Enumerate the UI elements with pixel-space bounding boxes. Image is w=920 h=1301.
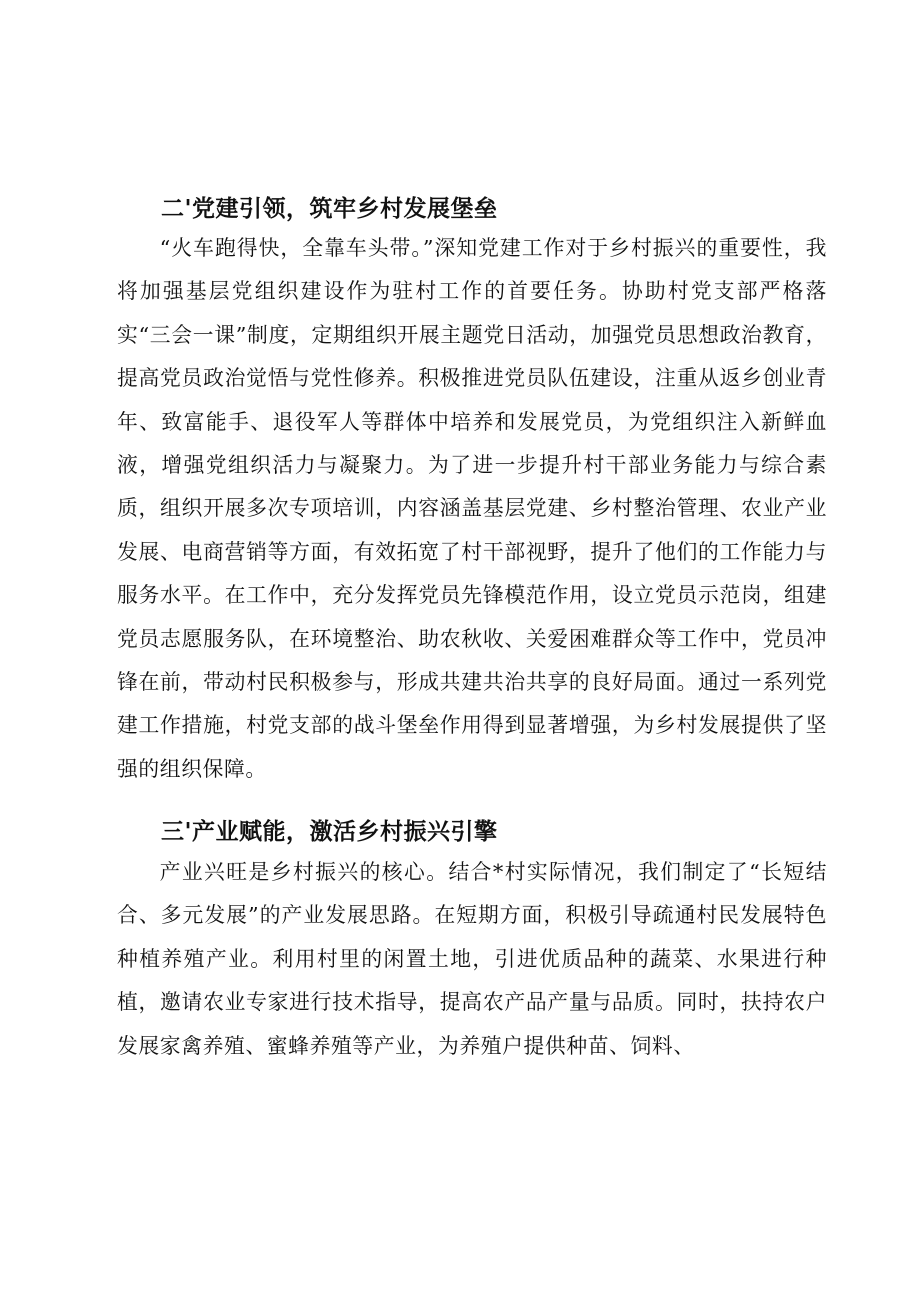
section-heading-industry: 三'产业赋能，激活乡村振兴引擎 <box>161 819 498 845</box>
section-heading-party-building: 二'党建引领，筑牢乡村发展堡垒 <box>161 196 498 222</box>
section-paragraph-party-building: “火车跑得快，全靠车头带。”深知党建工作对于乡村振兴的重要性，我将加强基层党组织建设作为驻村工作的首要任务。协助村党支部严格落实“三会一课”制度，定期组织开展主题党日活动，加强党员思想政治教育，提高党员政治觉悟与党性修养。积极推进党员队伍建设，注重从返乡创业青年、致富能手、退役军人等群体中培养和发展党员，为党组织注入新鲜血液，增强党组织活力与凝聚力。为了进一步提升村干部业务能力与综合素质，组织开展多次专项培训，内容涵盖基层党建、乡村整治管理、农业产业发展、电商营销等方面，有效拓宽了村干部视野，提升了他们的工作能力与服务水平。在工作中，充分发挥党员先锋模范作用，设立党员示范岗，组建党员志愿服务队，在环境整治、助农秋收、关爱困难群众等工作中，党员冲锋在前，带动村民积极参与，形成共建共治共享的良好局面。通过一系列党建工作措施，村党支部的战斗堡垒作用得到显著增强，为乡村发展提供了坚强的组织保障。 <box>117 236 827 781</box>
section-paragraph-industry: 产业兴旺是乡村振兴的核心。结合*村实际情况，我们制定了“长短结合、多元发展”的产业发展思路。在短期方面，积极引导疏通村民发展特色种植养殖产业。利用村里的闲置土地，引进优质品种的蔬菜、水果进行种植，邀请农业专家进行技术指导，提高农产品产量与品质。同时，扶持农户发展家禽养殖、蜜蜂养殖等产业，为养殖户提供种苗、饲料、 <box>117 860 827 1058</box>
